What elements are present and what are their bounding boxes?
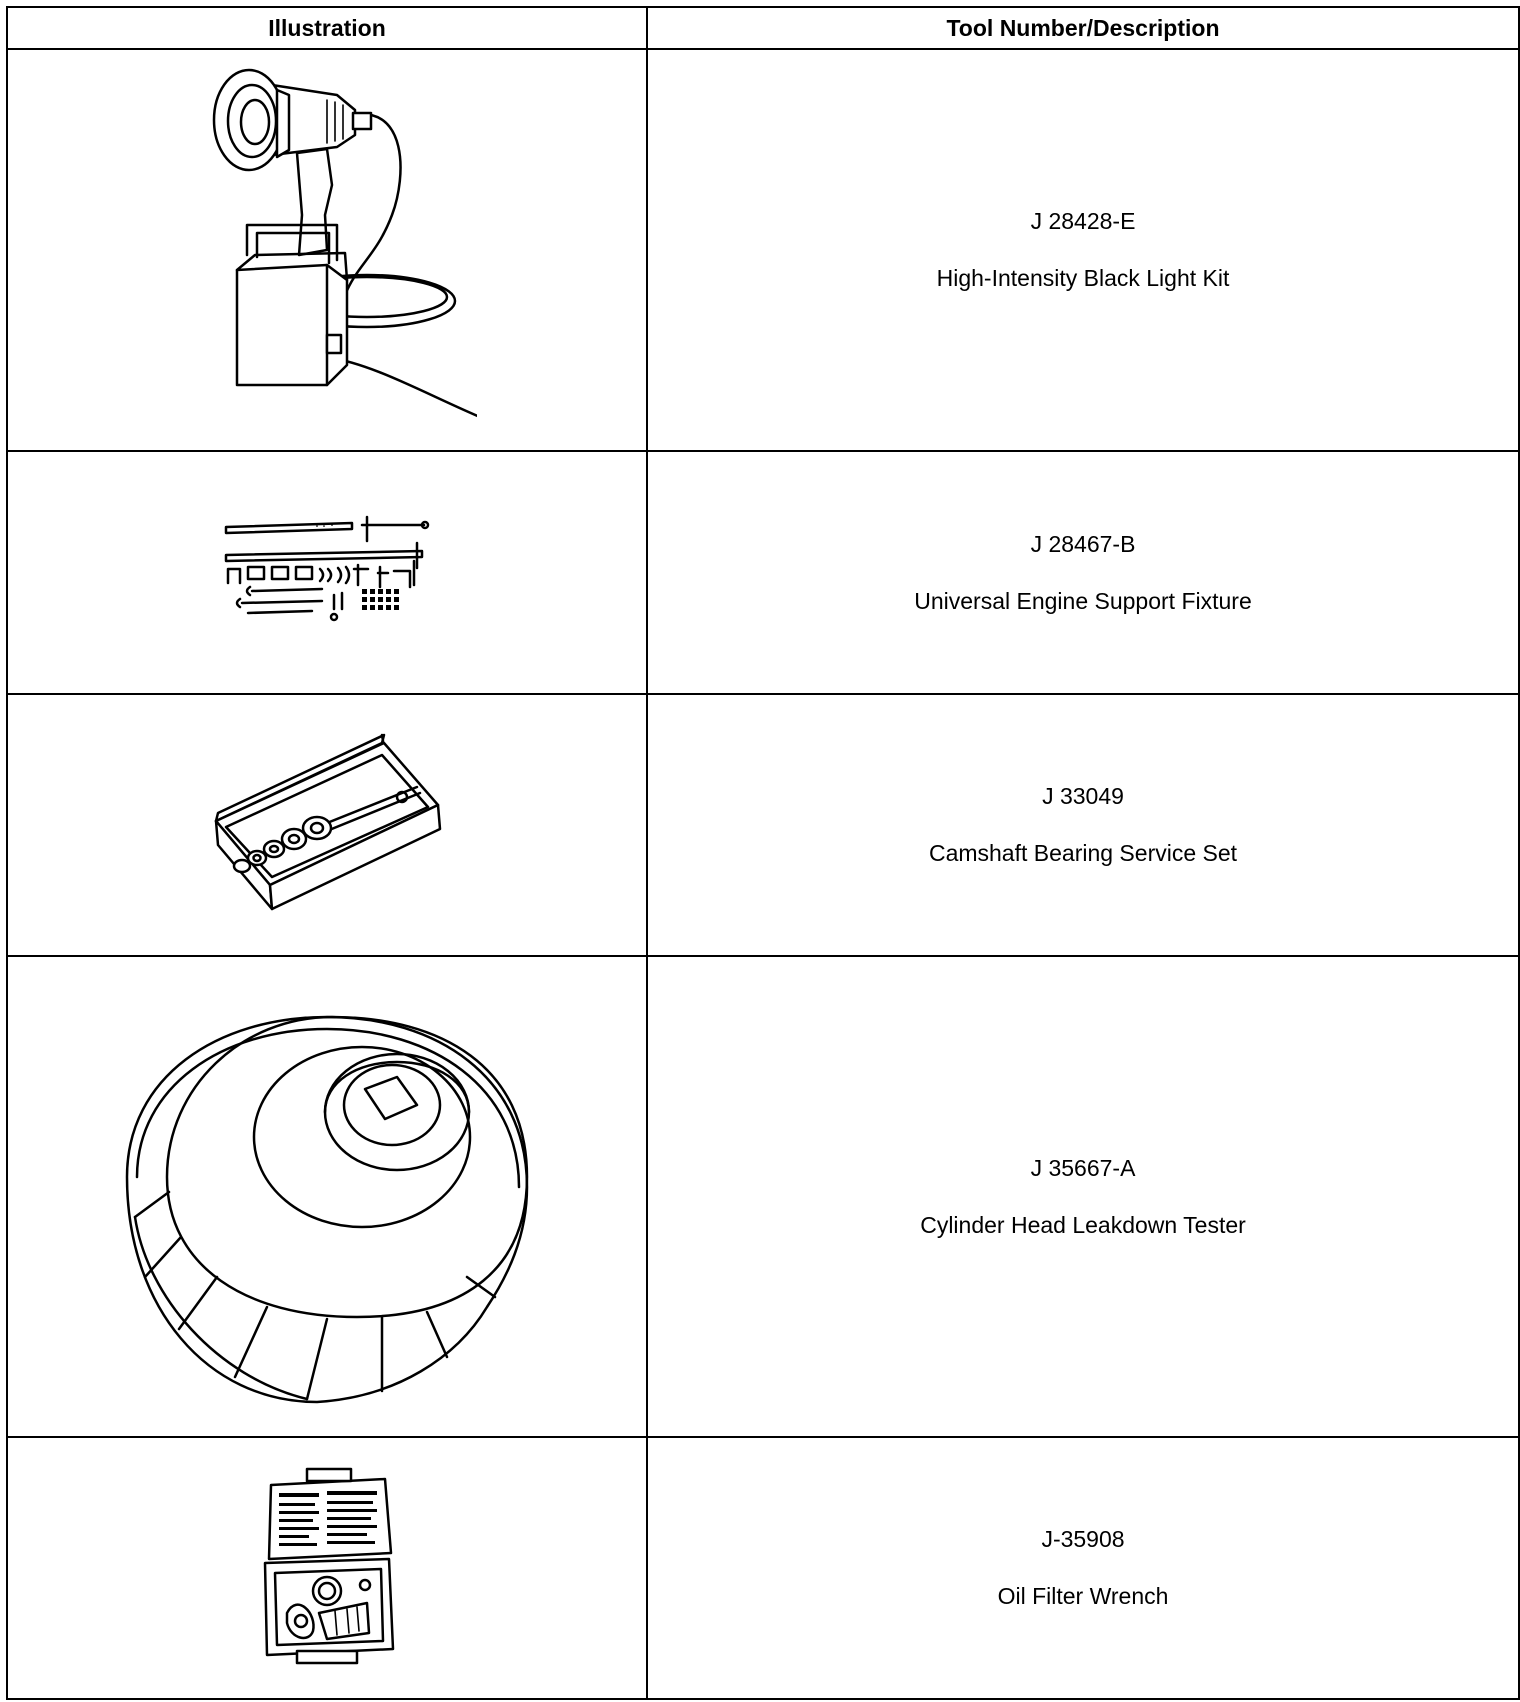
illustration-cell bbox=[7, 49, 647, 451]
tool-description: Cylinder Head Leakdown Tester bbox=[920, 1211, 1246, 1238]
description-cell bbox=[647, 1437, 1519, 1699]
tester-case-icon bbox=[257, 1463, 397, 1673]
tools-table bbox=[6, 6, 1520, 1700]
table-row bbox=[7, 49, 1519, 451]
tool-description: High-Intensity Black Light Kit bbox=[936, 265, 1230, 291]
tool-description: Camshaft Bearing Service Set bbox=[928, 840, 1238, 866]
table-row bbox=[7, 956, 1519, 1437]
table-row bbox=[7, 1437, 1519, 1699]
table-row bbox=[7, 451, 1519, 694]
tool-number: J 28467-B bbox=[1030, 530, 1136, 557]
description-cell bbox=[647, 694, 1519, 956]
engine-support-fixture-icon bbox=[222, 513, 432, 633]
illustration-cell bbox=[7, 956, 647, 1437]
tool-description: Oil Filter Wrench bbox=[997, 1583, 1169, 1609]
tool-number: J-35908 bbox=[1041, 1526, 1125, 1552]
black-light-kit-icon bbox=[177, 65, 477, 435]
table-row bbox=[7, 694, 1519, 956]
tool-number: J 35667-A bbox=[1030, 1154, 1136, 1181]
illustration-cell bbox=[7, 451, 647, 694]
illustration-cell bbox=[7, 694, 647, 956]
tool-number: J 28428-E bbox=[1030, 208, 1136, 234]
tool-number: J 33049 bbox=[1042, 783, 1124, 809]
illustration-cell bbox=[7, 1437, 647, 1699]
camshaft-bearing-set-icon bbox=[212, 725, 442, 925]
header-tool-description: Tool Number/Description bbox=[647, 7, 1519, 49]
header-illustration: Illustration bbox=[7, 7, 647, 49]
tool-description: Universal Engine Support Fixture bbox=[914, 587, 1252, 614]
description-cell bbox=[647, 956, 1519, 1437]
oil-filter-wrench-cap-icon bbox=[107, 977, 547, 1417]
description-cell bbox=[647, 49, 1519, 451]
description-cell bbox=[647, 451, 1519, 694]
header-row bbox=[7, 7, 1519, 49]
